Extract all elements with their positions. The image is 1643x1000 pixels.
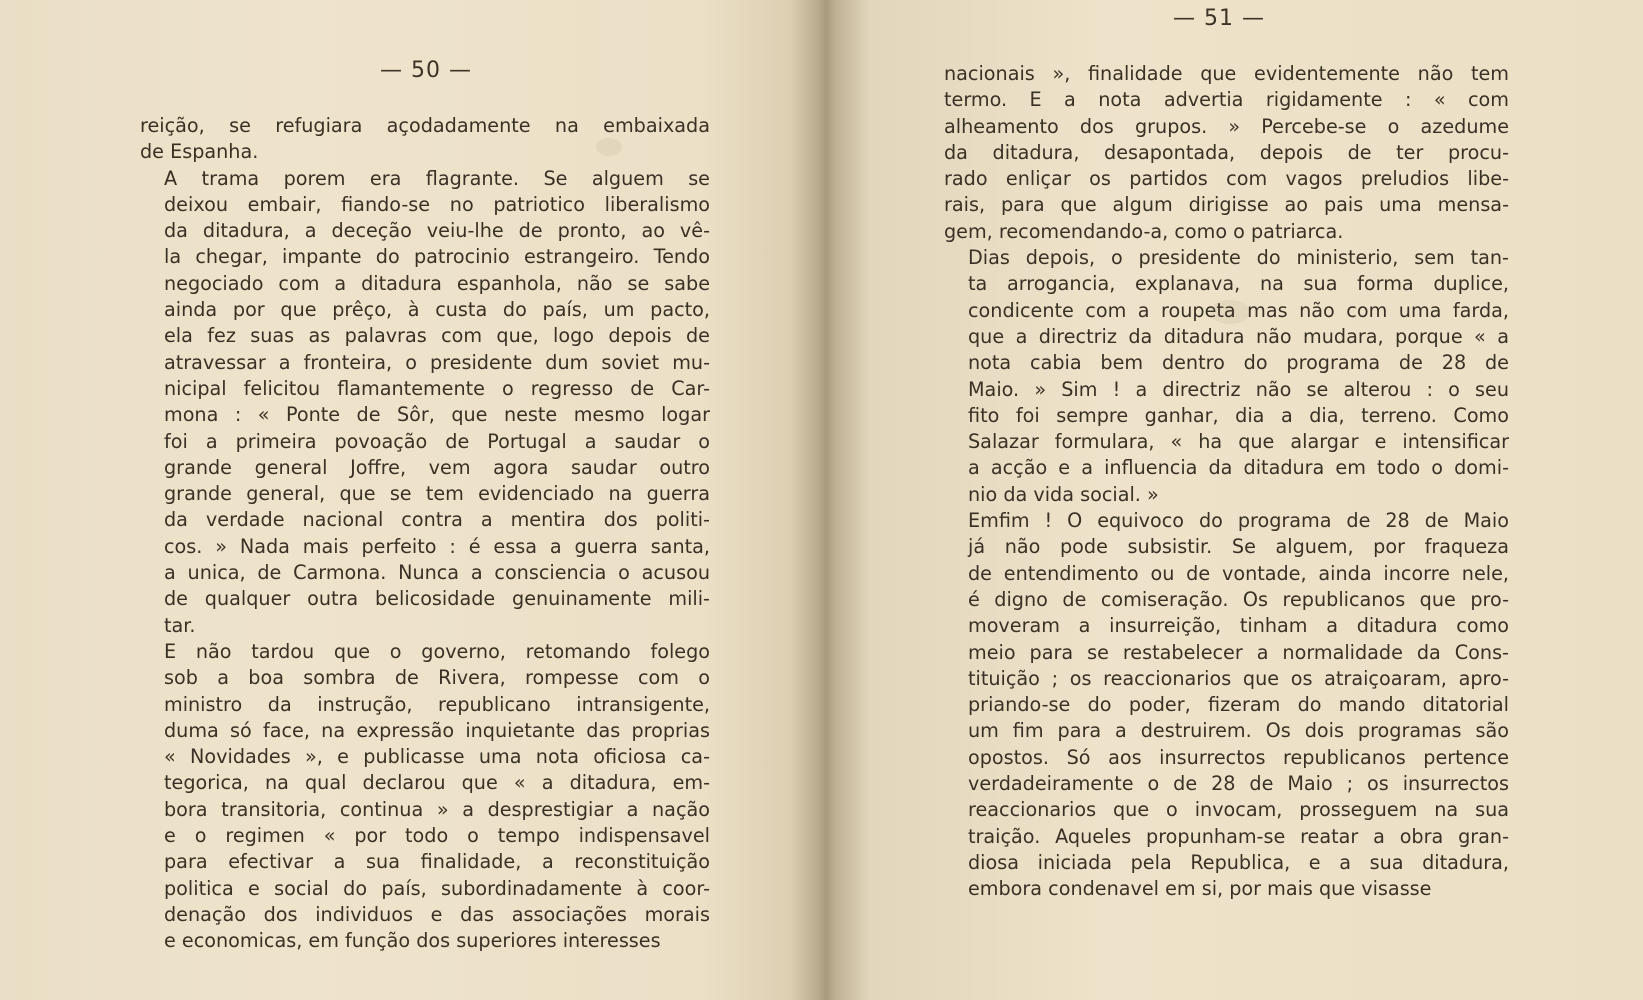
text-line: ta arrogancia, explanava, na sua forma duplice, (968, 272, 1509, 296)
text-line: atravessar a fronteira, o presidente dum soviet mu- (164, 350, 710, 374)
text-line: nicipal felicitou flamantemente o regresso de Car- (164, 376, 710, 400)
paragraph (944, 245, 1509, 508)
text-line: diosa iniciada pela Republica, e a sua ditadura, (968, 850, 1509, 874)
text-line: termo. E a nota advertia rigidamente : « com (944, 88, 1509, 112)
text-line: negociado com a ditadura espanhola, não se sabe (164, 271, 710, 295)
text-line: opostos. Só aos insurrectos republicanos pertence (968, 745, 1509, 769)
text-line: da ditadura, desapontada, depois de ter procu- (944, 140, 1509, 164)
text-line: verdadeiramente o de 28 de Maio ; os insurrectos (968, 772, 1509, 796)
text-line: tituição ; os reaccionarios que os atraiçoaram, apro- (968, 666, 1509, 690)
paragraph (140, 166, 710, 639)
text-line: de Espanha. (140, 140, 259, 164)
text-line: A trama porem era flagrante. Se alguem se (164, 166, 710, 190)
text-line: alheamento dos grupos. » Percebe-se o azedume (944, 114, 1509, 138)
text-line: Emfim ! O equivoco do programa de 28 de Maio (968, 509, 1509, 533)
text-line: nio da vida social. » (968, 482, 1159, 506)
text-line: denação dos individuos e das associações morais (164, 902, 710, 926)
text-line: duma só face, na expressão inquietante das proprias (164, 718, 710, 742)
text-line: ainda por que prêço, à custa do país, um pacto, (164, 298, 710, 322)
text-line: fito foi sempre ganhar, dia a dia, terreno. Como (968, 403, 1509, 427)
text-line: foi a primeira povoação de Portugal a saudar o (164, 429, 710, 453)
text-line: politica e social do país, subordinadamente à coor- (164, 876, 710, 900)
text-line: da verdade nacional contra a mentira dos politi- (164, 508, 710, 532)
text-line: reaccionarios que o invocam, prosseguem na sua (968, 798, 1509, 822)
text-line: cos. » Nada mais perfeito : é essa a guerra santa, (164, 534, 710, 558)
text-line: grande general Joffre, vem agora saudar outro (164, 455, 710, 479)
text-line: nota cabia bem dentro do programa de 28 de (968, 351, 1509, 375)
text-line: nacionais », finalidade que evidentemente não tem (944, 62, 1509, 85)
text-line: é digno de comiseração. Os republicanos que pro- (968, 587, 1509, 611)
page-number: — 51 — (1173, 6, 1265, 31)
text-line: bora transitoria, continua » a desprestigiar a nação (164, 797, 710, 821)
text-line: E não tardou que o governo, retomando folego (164, 639, 710, 663)
paragraph (140, 113, 710, 166)
text-line: embora condenavel em si, por mais que visasse (968, 877, 1432, 901)
text-line: ela fez suas as palavras com que, logo depois de (164, 324, 710, 348)
text-line: que a directriz da ditadura não mudara, porque « a (968, 324, 1509, 348)
text-line: tegorica, na qual declarou que « a ditadura, em- (164, 771, 710, 795)
text-line: meio para se restabelecer a normalidade da Cons- (968, 640, 1509, 664)
text-line: priando-se do poder, fizeram do mando ditatorial (968, 693, 1509, 717)
text-line: gem, recomendando-a, como o patriarca. (944, 219, 1344, 243)
text-line: de entendimento ou de vontade, ainda incorre nele, (968, 561, 1509, 585)
text-line: a unica, de Carmona. Nunca a consciencia o acusou (164, 561, 710, 585)
text-line: mona : « Ponte de Sôr, que neste mesmo logar (164, 403, 710, 427)
text-line: já não pode subsistir. Se alguem, por fraqueza (968, 535, 1509, 559)
right-page (826, 0, 1643, 1000)
text-line: traição. Aqueles propunham-se reatar a obra gran- (968, 824, 1509, 848)
text-line: ministro da instrução, republicano intransigente, (164, 692, 710, 716)
text-line: reição, se refugiara açodadamente na embaixada (140, 114, 710, 137)
text-line: moveram a insurreição, tinham a ditadura como (968, 614, 1509, 638)
text-line: rais, para que algum dirigisse ao pais uma mensa- (944, 193, 1509, 217)
page-body (140, 113, 710, 955)
text-line: deixou embair, fiando-se no patriotico liberalismo (164, 192, 710, 216)
text-line: Salazar formulara, « ha que alargar e intensificar (968, 430, 1509, 454)
text-line: um fim para a destruirem. Os dois programas são (968, 719, 1509, 743)
paragraph (944, 61, 1509, 245)
text-line: Maio. » Sim ! a directriz não se alterou : o seu (968, 377, 1509, 401)
text-line: de qualquer outra belicosidade genuinamente mili- (164, 587, 710, 611)
text-line: da ditadura, a deceção veiu-lhe de pronto, ao vê- (164, 219, 710, 243)
paragraph (944, 508, 1509, 902)
paragraph (140, 639, 710, 955)
text-line: para efectivar a sua finalidade, a reconstituição (164, 850, 710, 874)
text-line: e economicas, em função dos superiores interesses (164, 929, 661, 953)
text-line: grande general, que se tem evidenciado na guerra (164, 482, 710, 506)
text-line: a acção e a influencia da ditadura em todo o domi- (968, 456, 1509, 480)
page-body (944, 61, 1509, 903)
text-line: rado enliçar os partidos com vagos preludios libe- (944, 167, 1509, 191)
text-line: sob a boa sombra de Rivera, rompesse com o (164, 666, 710, 690)
text-line: la chegar, impante do patrocinio estrangeiro. Tendo (164, 245, 710, 269)
text-line: tar. (164, 613, 196, 637)
text-line: « Novidades », e publicasse uma nota oficiosa ca- (164, 745, 710, 769)
text-line: Dias depois, o presidente do ministerio, sem tan- (968, 246, 1509, 270)
page-number: — 50 — (380, 58, 472, 83)
text-line: e o regimen « por todo o tempo indispensavel (164, 824, 710, 848)
text-line: condicente com a roupeta mas não com uma farda, (968, 298, 1509, 322)
